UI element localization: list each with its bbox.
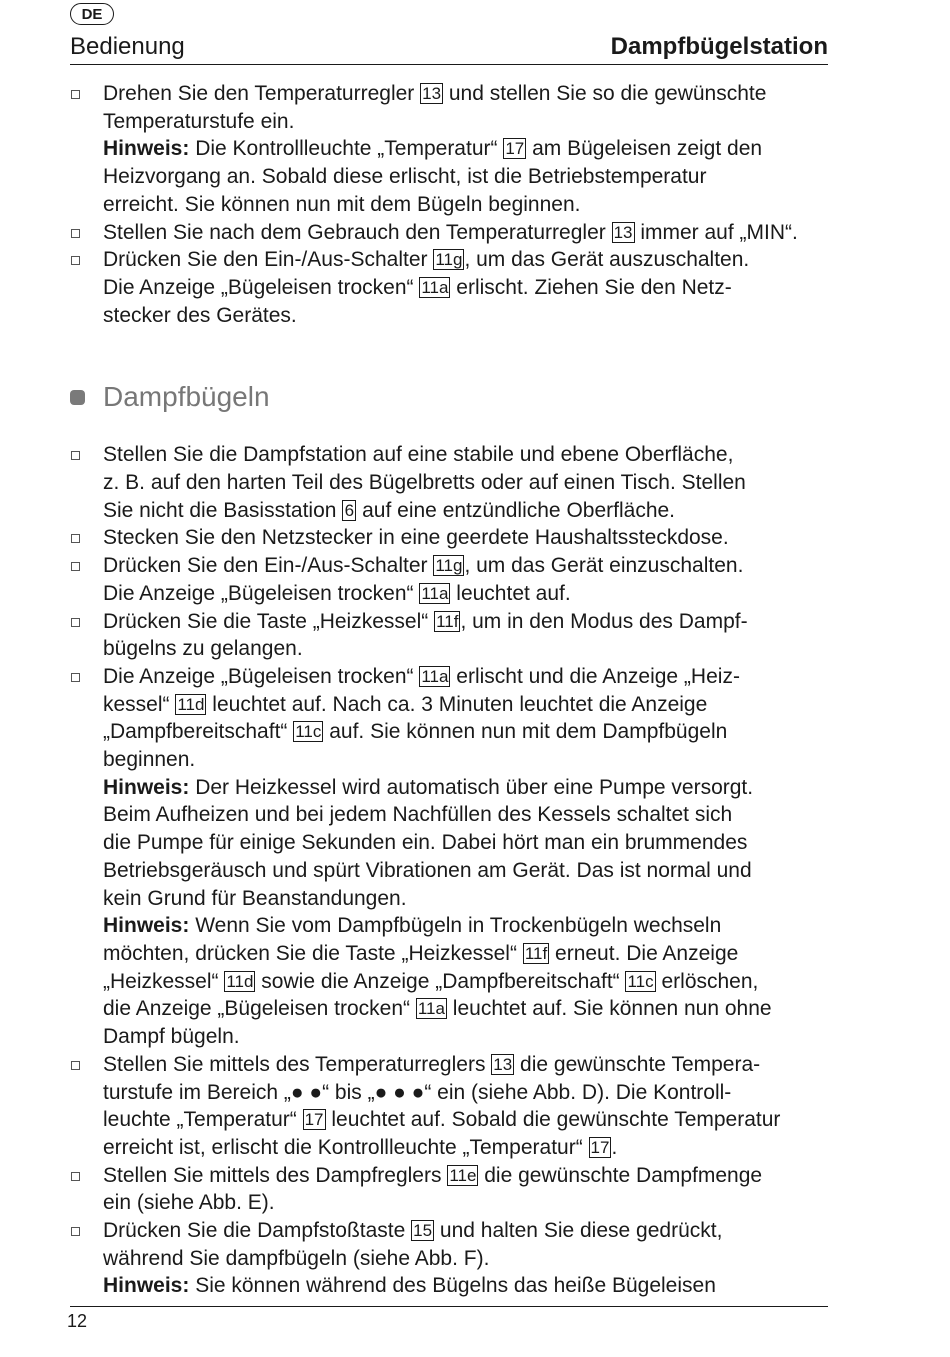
text-line [103,469,850,497]
text-segment: leuchtet auf. [450,581,571,605]
text-segment: Die Anzeige „Bügeleisen trocken“ [103,581,420,605]
text-segment: Stecken Sie den Netzstecker in eine geerdete Haushaltssteckdose. [103,526,729,550]
part-reference: 13 [613,222,633,242]
note-label: Hinweis: [103,1274,190,1298]
text-segment: beginnen. [103,748,196,772]
header-rule [70,64,828,65]
text-line [103,1217,850,1245]
text-segment: auf. Sie können nun mit dem Dampfbügeln [323,720,728,744]
text-segment: Stellen Sie die Dampfstation auf eine stabile und ebene Oberfläche, [103,443,734,467]
text-segment: erneut. Die Anzeige [549,941,739,965]
text-line [103,219,850,247]
note-label: Hinweis: [103,137,190,161]
instruction-item [70,1162,850,1217]
instruction-item [70,1051,850,1162]
checkbox-bullet-icon [71,534,80,543]
text-segment: Die Kontrollleuchte „Temperatur“ [189,137,504,161]
text-line [103,108,850,136]
footer-rule [70,1306,828,1307]
checkbox-bullet-icon [71,562,80,571]
part-reference: 11c [627,971,654,991]
text-segment: Drehen Sie den Temperaturregler [103,82,421,105]
part-reference: 11f [436,611,459,631]
text-segment: z. B. auf den harten Teil des Bügelbretts oder auf einen Tisch. Stellen [103,471,746,495]
text-segment: leuchtet auf. Sie können nun ohne [446,997,772,1021]
text-segment: ein (siehe Abb. E). [103,1191,275,1215]
text-segment: Die Anzeige „Bügeleisen trocken“ [103,275,420,299]
text-segment: Drücken Sie den Ein-/Aus-Schalter [103,248,434,272]
part-reference: 15 [413,1221,433,1241]
text-segment: turstufe im Bereich „● ●“ bis „● ● ●“ ein (siehe Abb. D). Die Kontroll- [103,1080,732,1104]
text-line [103,1134,850,1162]
text-line [103,580,850,608]
text-line [103,1162,850,1190]
text-segment: erlischt und die Anzeige „Heiz- [450,664,740,688]
part-reference: 11c [295,722,322,742]
instruction-list-operation [70,80,850,329]
instruction-list-steam-ironing [70,441,850,1300]
note-label: Hinweis: [103,914,190,938]
text-segment: Temperaturstufe ein. [103,109,295,133]
instruction-item [70,80,850,219]
text-segment: und stellen Sie so die gewünschte [443,82,767,105]
instruction-item [70,441,850,524]
text-segment: die Pumpe für einige Sekunden ein. Dabei hört man ein brummendes [103,831,748,855]
text-line [103,1189,850,1217]
text-line [103,968,850,996]
text-segment: erlischt. Ziehen Sie den Netz- [450,275,732,299]
text-line [103,885,850,913]
section-bullet-icon [70,390,85,405]
text-line [103,1051,850,1079]
text-line [103,302,850,330]
page-content [70,80,850,1300]
text-line [103,274,850,302]
text-segment: Stellen Sie nach dem Gebrauch den Temperaturregler [103,220,612,244]
part-reference: 11g [435,250,463,270]
text-line [103,1272,850,1300]
text-segment: , um das Gerät auszuschalten. [464,248,750,272]
part-reference: 13 [422,84,442,103]
instruction-item [70,219,850,247]
text-line [103,1023,850,1051]
text-segment: die Anzeige „Bügeleisen trocken“ [103,997,416,1021]
text-line [103,801,850,829]
text-segment: Wenn Sie vom Dampfbügeln in Trockenbügeln wechseln [189,914,722,938]
text-line [103,497,850,525]
part-reference: 11g [435,556,463,576]
text-segment: die gewünschte Tempera- [514,1052,761,1076]
text-line [103,135,850,163]
part-reference: 11f [524,943,548,963]
text-line [103,1079,850,1107]
text-segment: Stellen Sie mittels des Temperaturreglers [103,1052,492,1076]
checkbox-bullet-icon [71,618,80,627]
text-segment: Heizvorgang an. Sobald diese erlischt, ist die Betriebstemperatur [103,165,707,189]
checkbox-bullet-icon [71,256,80,265]
part-reference: 11d [177,694,205,714]
text-line [103,80,850,108]
text-segment: leuchte „Temperatur“ [103,1108,303,1132]
chapter-title: Bedienung [70,33,185,60]
text-segment: , um das Gerät einzuschalten. [464,554,744,578]
text-segment: „Heizkessel“ [103,969,225,993]
text-line [103,191,850,219]
document-title: Dampfbügelstation [610,33,828,60]
text-segment: leuchtet auf. Nach ca. 3 Minuten leuchtet die Anzeige [206,692,708,716]
text-segment: erreicht ist, erlischt die Kontrollleuchte „Temperatur“ [103,1135,589,1159]
text-segment: leuchtet auf. Sobald die gewünschte Temperatur [325,1108,781,1132]
text-line [103,552,850,580]
part-reference: 11a [421,277,449,297]
page-number: 12 [67,1311,88,1331]
part-reference: 17 [304,1110,324,1130]
part-reference: 11a [417,999,445,1019]
part-reference: 11a [421,583,449,603]
checkbox-bullet-icon [71,451,80,460]
checkbox-bullet-icon [71,1227,80,1236]
text-segment: am Bügeleisen zeigt den [526,137,763,161]
text-segment: Stellen Sie mittels des Dampfreglers [103,1163,448,1187]
text-segment: kessel“ [103,692,176,716]
text-segment: sowie die Anzeige „Dampfbereitschaft“ [255,969,626,993]
text-segment: und halten Sie diese gedrückt, [434,1219,723,1243]
checkbox-bullet-icon [71,1061,80,1070]
text-line [103,912,850,940]
text-segment: Betriebsgeräusch und spürt Vibrationen am Gerät. Das ist normal und [103,858,752,882]
part-reference: 11d [226,971,254,991]
checkbox-bullet-icon [71,673,80,682]
instruction-item [70,608,850,663]
checkbox-bullet-icon [71,90,80,99]
instruction-item [70,246,850,329]
text-line [103,246,850,274]
text-segment: Drücken Sie die Taste „Heizkessel“ [103,609,435,633]
text-segment: Beim Aufheizen und bei jedem Nachfüllen des Kessels schaltet sich [103,803,733,827]
text-segment: . [611,1135,618,1159]
text-line [103,635,850,663]
part-reference: 11a [421,666,449,686]
text-line [103,940,850,968]
text-line [103,857,850,885]
text-line [103,774,850,802]
text-segment: erlöschen, [655,969,759,993]
text-line [103,1245,850,1273]
instruction-item [70,1217,850,1300]
text-segment: Dampf bügeln. [103,1025,240,1049]
text-segment: Der Heizkessel wird automatisch über eine Pumpe versorgt. [189,775,754,799]
text-segment: erreicht. Sie können nun mit dem Bügeln beginnen. [103,192,581,216]
text-line [103,995,850,1023]
text-segment: , um in den Modus des Dampf- [460,609,748,633]
text-segment: kein Grund für Beanstandungen. [103,886,407,910]
text-segment: Die Anzeige „Bügeleisen trocken“ [103,664,420,688]
text-line [103,1106,850,1134]
text-line [103,524,850,552]
text-line [103,441,850,469]
text-line [103,163,850,191]
text-line [103,608,850,636]
part-reference: 11e [449,1165,477,1185]
text-segment: auf eine entzündliche Oberfläche. [356,498,676,522]
text-segment: möchten, drücken Sie die Taste „Heizkessel“ [103,941,523,965]
section-heading [70,379,850,415]
text-line [103,829,850,857]
instruction-item [70,524,850,552]
part-reference: 6 [342,500,356,521]
language-badge: DE [70,3,114,25]
text-segment: während Sie dampfbügeln (siehe Abb. F). [103,1246,490,1270]
text-line [103,718,850,746]
section-title: Dampfbügeln [103,381,270,413]
text-segment: bügelns zu gelangen. [103,637,303,661]
part-reference: 13 [493,1054,513,1074]
text-line [103,746,850,774]
instruction-item [70,552,850,607]
text-segment: die gewünschte Dampfmenge [478,1163,763,1187]
part-reference: 17 [505,139,525,159]
text-segment: immer auf „MIN“. [634,220,798,244]
text-segment: Sie nicht die Basisstation [103,498,343,522]
text-segment: Sie können während des Bügelns das heiße Bügeleisen [189,1274,716,1298]
part-reference: 17 [590,1137,610,1157]
note-label: Hinweis: [103,775,190,799]
text-segment: stecker des Gerätes. [103,303,297,327]
text-line [103,663,850,691]
text-segment: Drücken Sie die Dampfstoßtaste [103,1219,412,1243]
instruction-item [70,663,850,1051]
text-line [103,691,850,719]
text-segment: „Dampfbereitschaft“ [103,720,294,744]
text-segment: Drücken Sie den Ein-/Aus-Schalter [103,554,434,578]
checkbox-bullet-icon [71,229,80,238]
checkbox-bullet-icon [71,1172,80,1181]
